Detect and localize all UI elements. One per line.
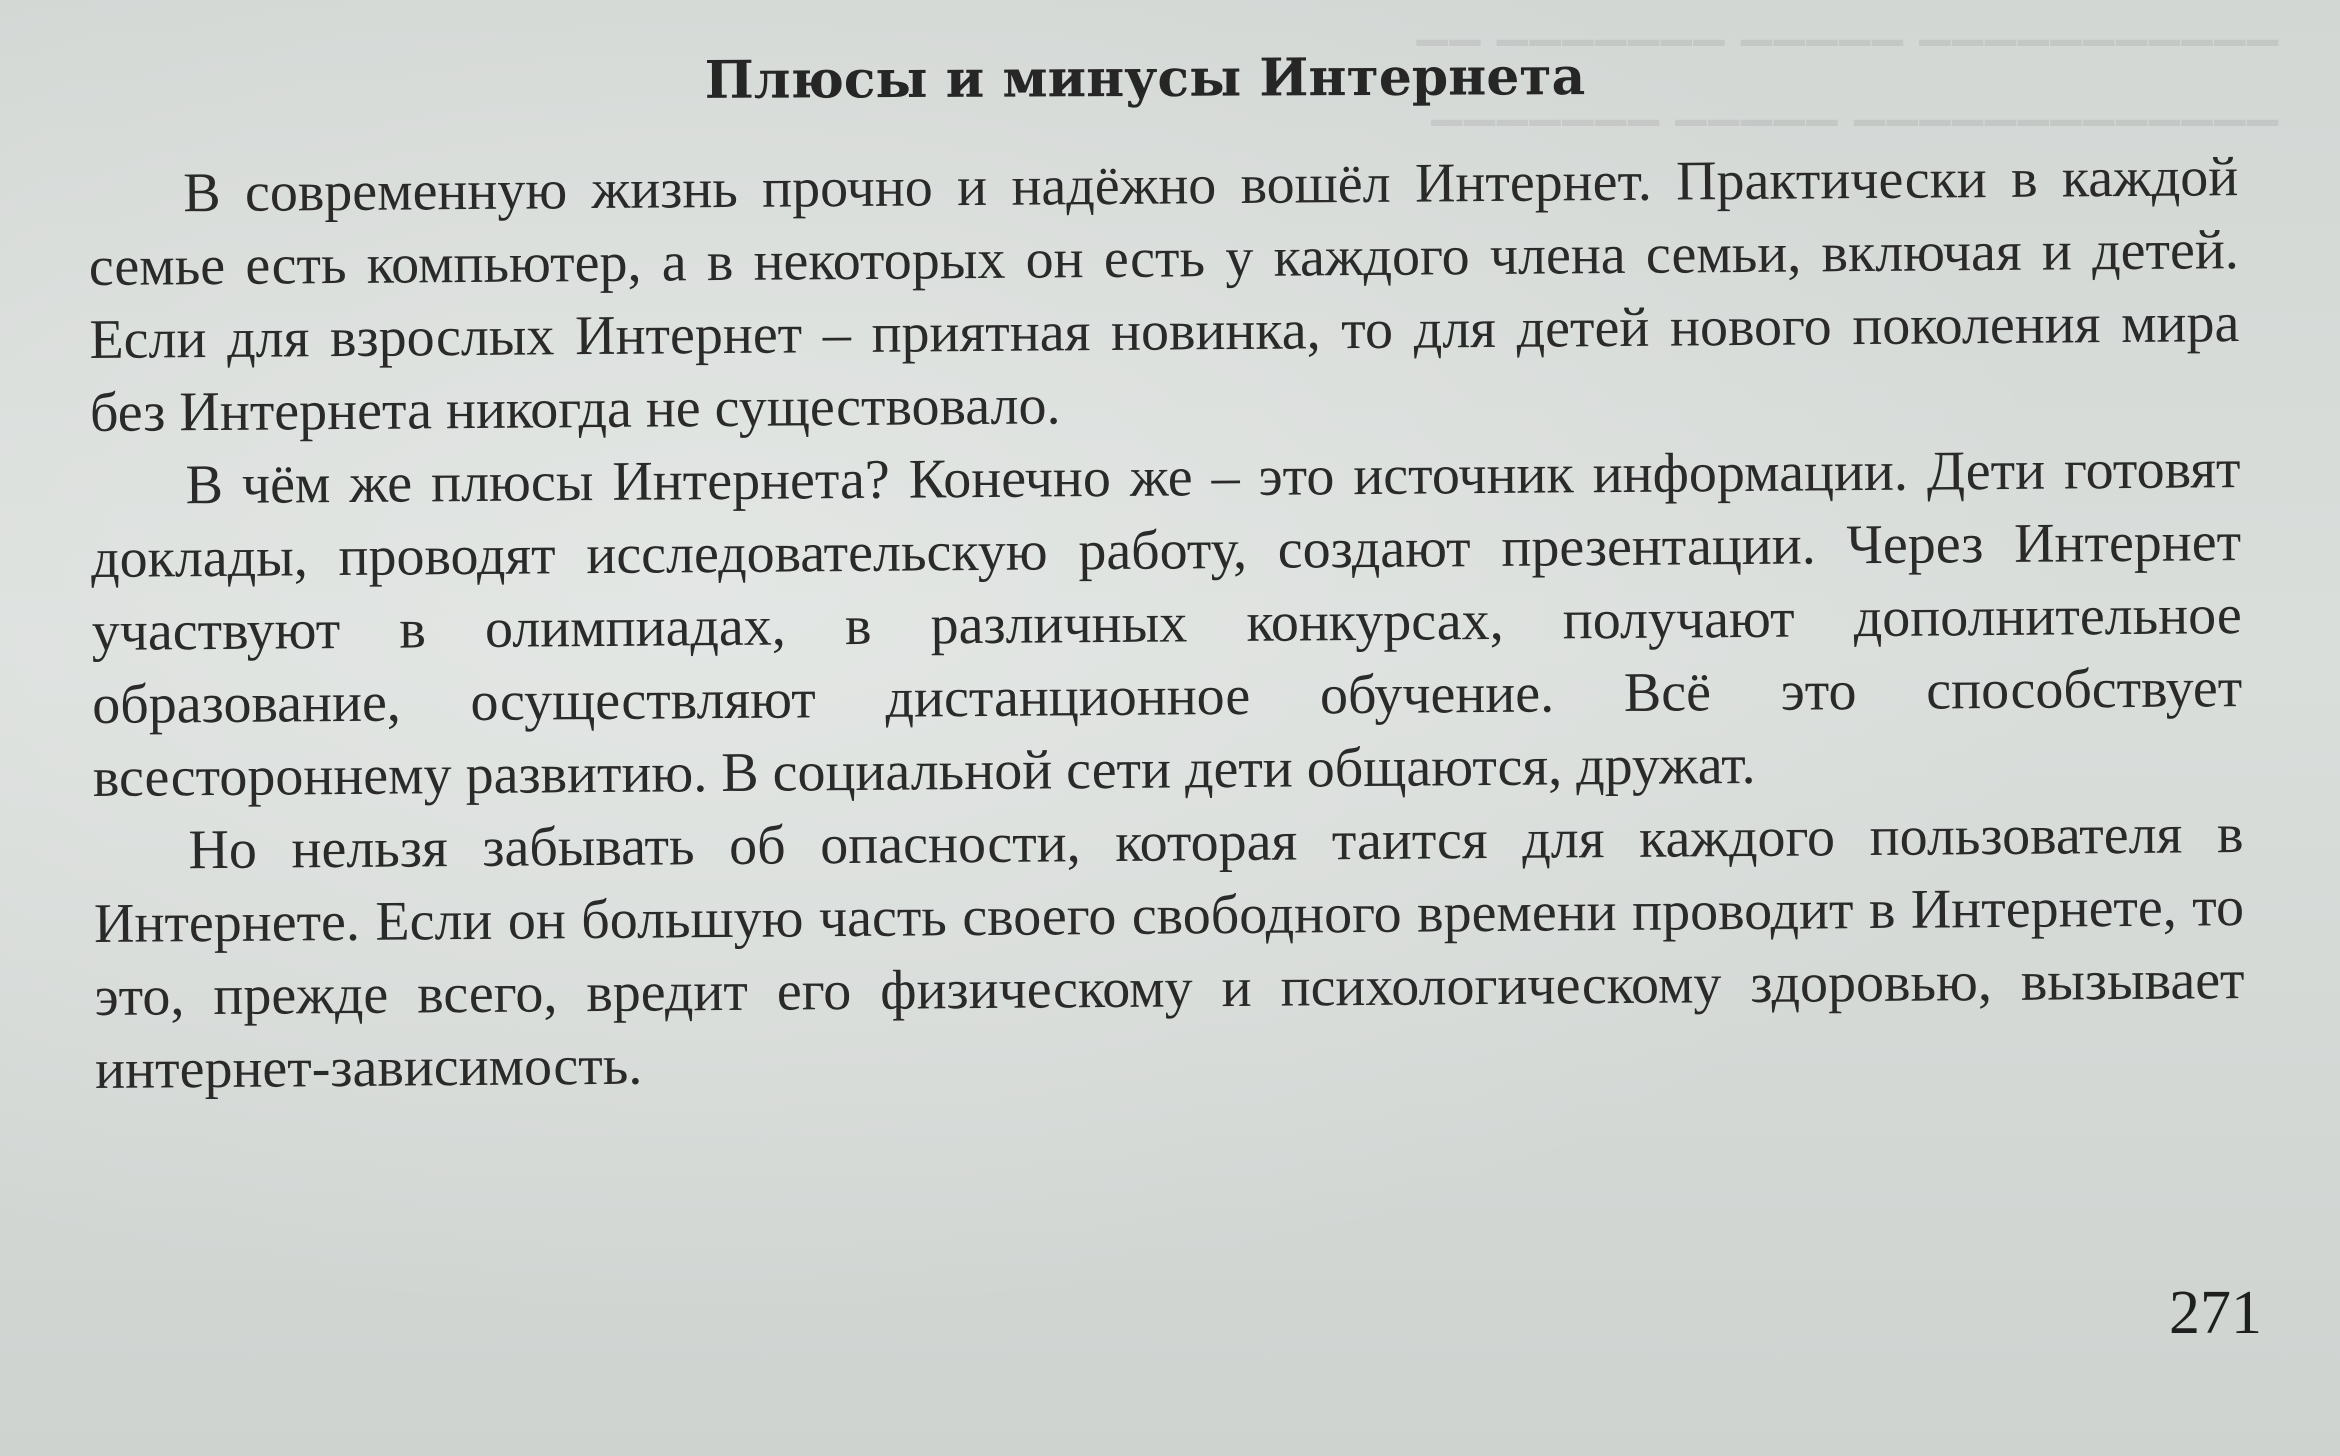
article-body xyxy=(88,141,2245,1107)
page-title: Плюсы и минусы Интернета xyxy=(704,46,1586,111)
page-number: 271 xyxy=(2169,1279,2262,1347)
show-through-text: ▁▁▁▁▁▁▁ ▁▁▁▁▁ ▁▁▁▁▁▁▁▁▁▁▁▁▁ xyxy=(1431,80,2280,126)
paragraph-2: В чём же плюсы Интернета? Конечно же – это источник информации. Дети готовят доклады, проводят исследовательскую работу, создают презентации. Через Интернет участвуют в олимпиадах, в различных конкурсах, получают дополнительное образование, осуществляют дистанционное обучение. Всё это способствует всестороннему развитию. В социальной сети дети общаются, дружат. xyxy=(90,438,2243,809)
paragraph-1: В современную жизнь прочно и надёжно вошёл Интернет. Практически в каждой семье есть компьютер, а в некоторых он есть у каждого члена семьи, включая и детей. Если для взрослых Интернет – приятная новинка, то для детей нового поколения мира без Интернета никогда не существовало. xyxy=(88,146,2240,444)
show-through-text: ▁▁ ▁▁▁▁▁▁▁ ▁▁▁▁▁ ▁▁▁▁▁▁▁▁▁▁▁ xyxy=(1416,0,2280,46)
paragraph-3: Но нельзя забывать об опасности, которая таится для каждого пользователя в Интернете. Если он большую часть своего свободного времени проводит в Интернете, то это, прежде всего, вредит его физическому и психологическому здоровью, вызывает интернет-зависимость. xyxy=(93,803,2245,1101)
